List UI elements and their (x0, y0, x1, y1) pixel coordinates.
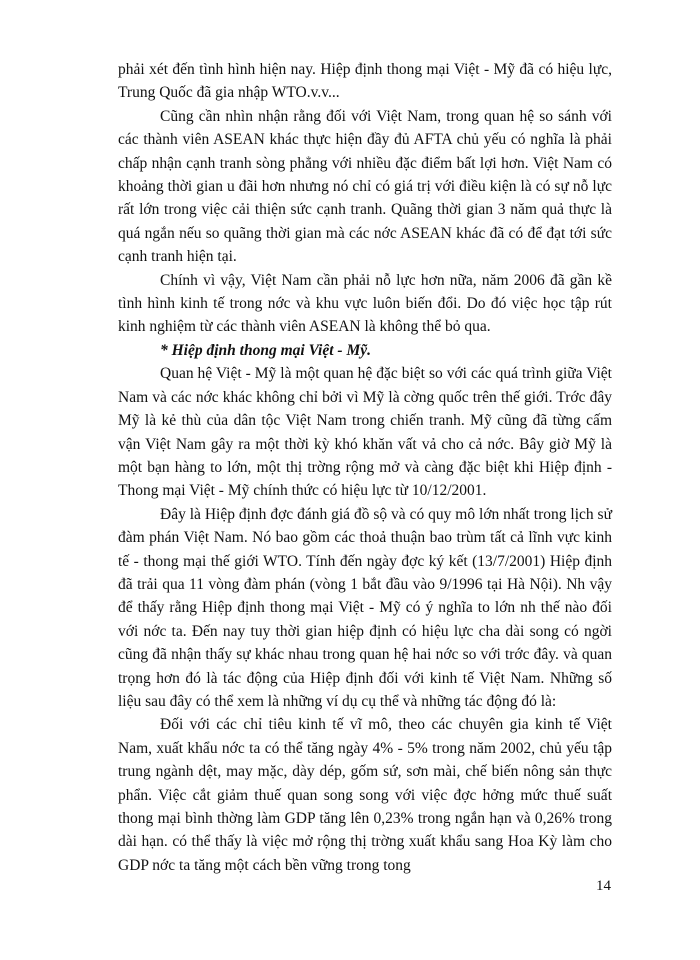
paragraph-1: phải xét đến tình hình hiện nay. Hiệp định thong mại Việt - Mỹ đã có hiệu lực, Trung Quốc đã gia nhập WTO.v.v... (118, 61, 612, 102)
paragraph-4: Quan hệ Việt - Mỹ là một quan hệ đặc biệt so với các quá trình giữa Việt Nam và các nớc khác không chỉ bởi vì Mỹ là cờng quốc trên thế giới. Trớc đây Mỹ là kẻ thù của dân tộc Việt Nam trong chiến tranh. Mỹ cũng đã từng cấm vận Việt Nam gây ra một thời kỳ khó khăn vất vả cho cả nớc. Bây giờ Mỹ là một bạn hàng to lớn, một thị trờng rộng mở và càng đặc biệt khi Hiệp định - Thong mại Việt - Mỹ chính thức có hiệu lực từ 10/12/2001. (118, 365, 612, 500)
page-number: 14 (596, 878, 611, 894)
paragraph-5: Đây là Hiệp định đợc đánh giá đồ sộ và có quy mô lớn nhất trong lịch sử đàm phán Việt Nam. Nó bao gồm các thoả thuận bao trùm tất cả lĩnh vực kinh tế - thong mại thế giới WTO. Tính đến ngày đợc ký kết (13/7/2001) Hiệp định đã trải qua 11 vòng đàm phán (vòng 1 bắt đầu vào 9/1996 tại Hà Nội). Nh vậy để thấy rằng Hiệp định thong mại Việt - Mỹ có ý nghĩa to lớn nh thế nào đối với nớc ta. Đến nay tuy thời gian hiệp định có hiệu lực cha dài song có ngời cũng đã nhận thấy sự khác nhau trong quan hệ hai nớc so với trớc đây. và quan trọng hơn đó là tác động của Hiệp định đối với kinh tế Việt Nam. Những số liệu sau đây có thể xem là những ví dụ cụ thể và những tác động đó là: (118, 505, 612, 710)
paragraph-2: Cũng cần nhìn nhận rằng đối với Việt Nam, trong quan hệ so sánh với các thành viên ASEAN khác thực hiện đầy đủ AFTA chủ yếu có nghĩa là phải chấp nhận cạnh tranh sòng phẳng với nhiều đặc điểm bất lợi hơn. Việt Nam có khoảng thời gian u đãi hơn nhưng nó chỉ có giá trị với điều kiện là có sự nỗ lực rất lớn trong việc cải thiện sức cạnh tranh. Quãng thời gian 3 năm quả thực là quá ngắn nếu so quãng thời gian mà các nớc ASEAN khác đã có để đạt tới sức cạnh tranh hiện tại. (118, 107, 612, 266)
section-heading: * Hiệp định thong mại Việt - Mỹ. (160, 341, 371, 359)
paragraph-6: Đối với các chỉ tiêu kinh tế vĩ mô, theo các chuyên gia kinh tế Việt Nam, xuất khẩu nớc ta có thể tăng ngày 4% - 5% trong năm 2002, chủ yếu tập trung ngành dệt, may mặc, dày dép, gốm sứ, sơn mài, chế biến nông sản thực phẩn. Việc cắt giảm thuế quan song song với việc đợc hởng mức thuế suất thong mại bình thờng làm GDP tăng lên 0,23% trong ngắn hạn và 0,26% trong dài hạn. có thể thấy là việc mở rộng thị trờng xuất khẩu sang Hoa Kỳ làm cho GDP nớc ta tăng một cách bền vững trong tong (118, 716, 612, 874)
paragraph-3: Chính vì vậy, Việt Nam cần phải nỗ lực hơn nữa, năm 2006 đã gần kề tình hình kinh tế trong nớc và khu vực luôn biến đổi. Do đó việc học tập rút kinh nghiệm từ các thành viên ASEAN là không thể bỏ qua. (118, 271, 612, 336)
document-body (118, 58, 612, 877)
